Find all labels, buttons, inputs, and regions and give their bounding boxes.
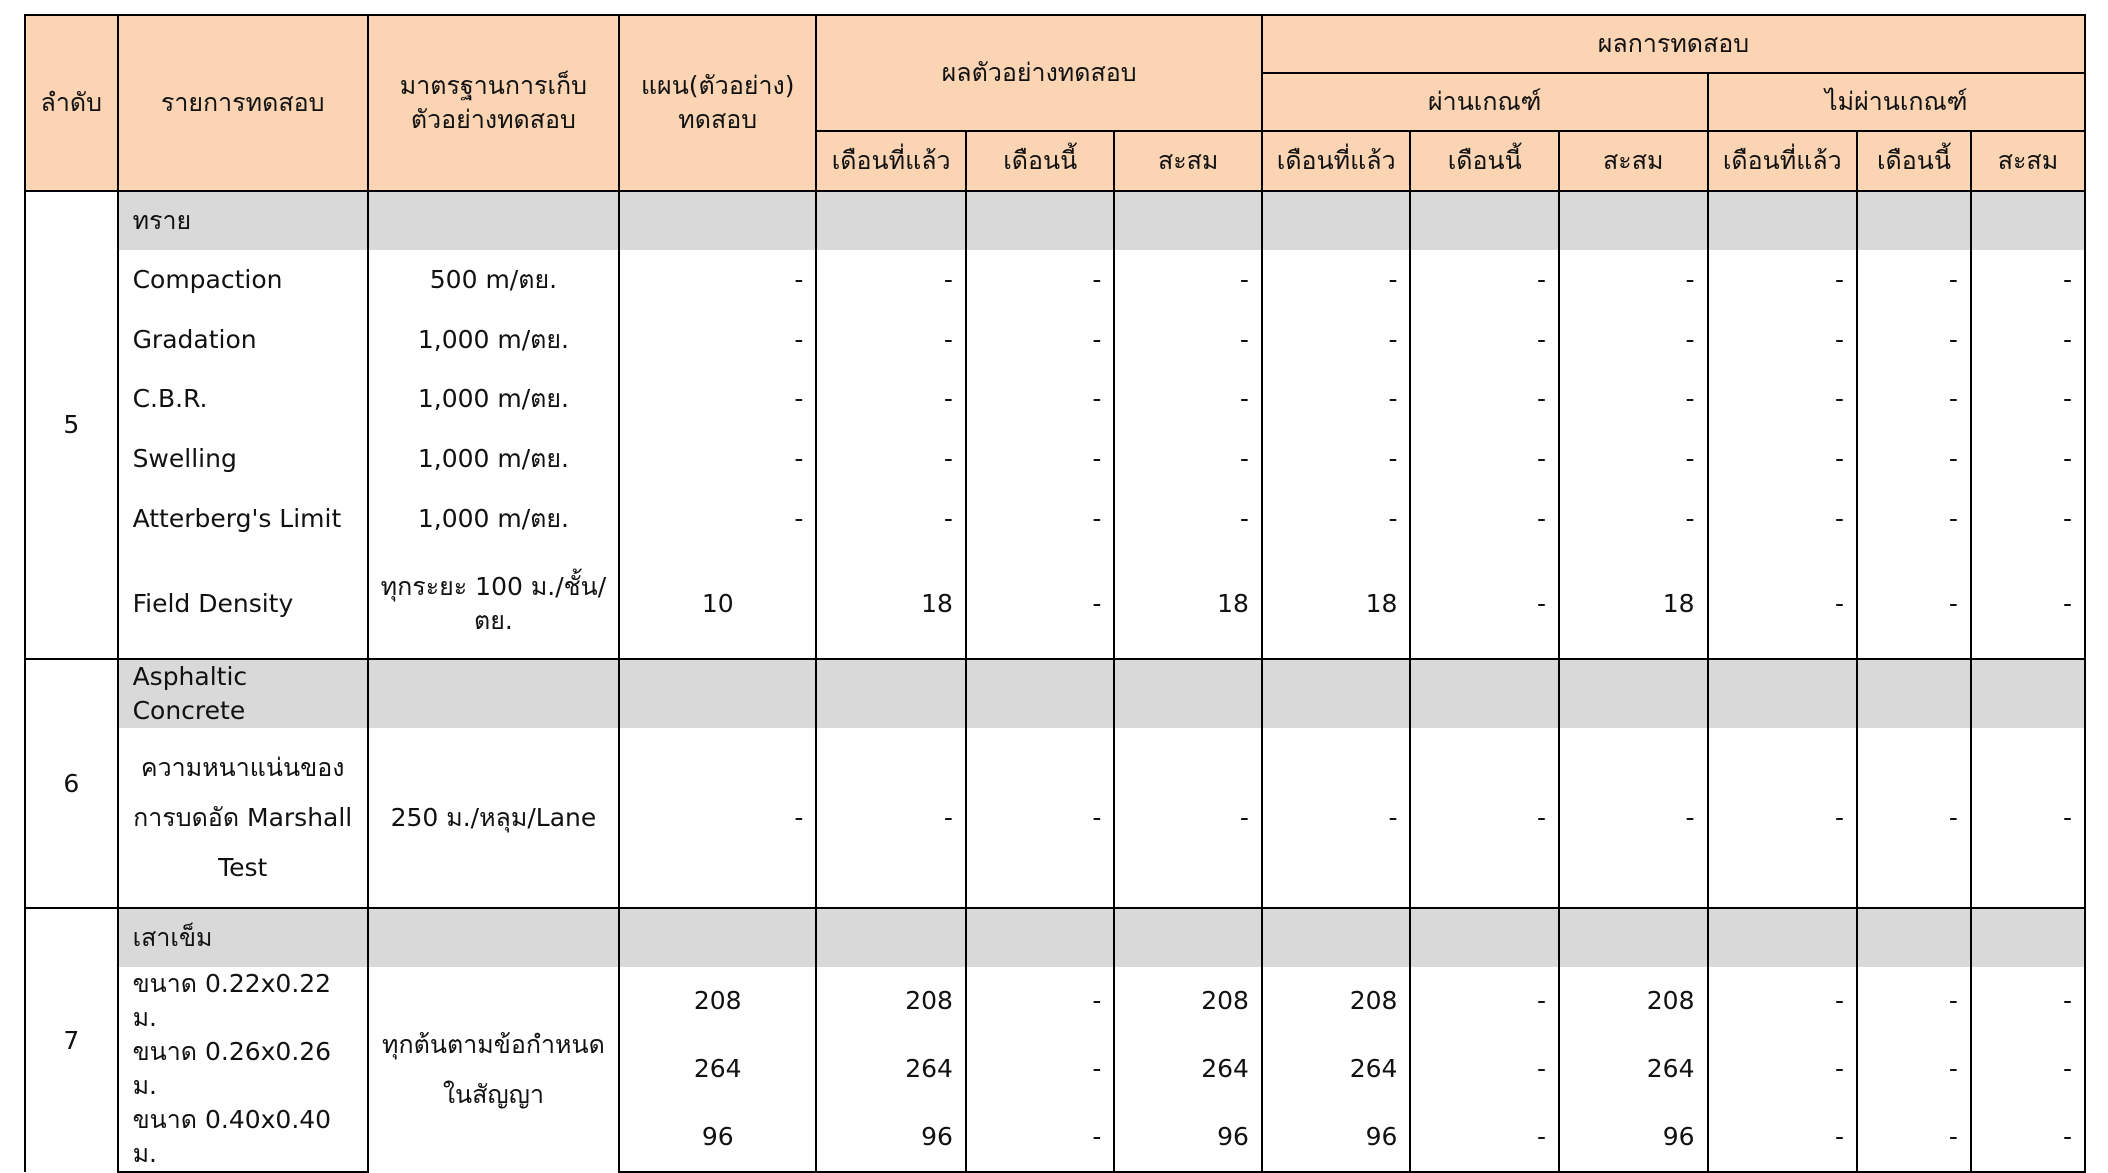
item-name: Swelling <box>118 429 368 489</box>
cell-value: - <box>1708 1035 1858 1103</box>
item-name: ขนาด 0.26x0.26 ม. <box>118 1035 368 1103</box>
cell-value: - <box>816 429 966 489</box>
header-samples-this: เดือนนี้ <box>966 131 1115 191</box>
table-row <box>25 1035 2085 1103</box>
item-standard: 500 m/ตย. <box>368 250 619 310</box>
cell-value: - <box>1708 1103 1858 1172</box>
item-name: ขนาด 0.22x0.22 ม. <box>118 967 368 1035</box>
cell-value: - <box>966 310 1115 369</box>
cell-value: - <box>1410 967 1559 1035</box>
cell-value: - <box>1114 429 1262 489</box>
cell-value: - <box>1708 728 1858 908</box>
cell-value: - <box>1857 728 1971 908</box>
cell-value: - <box>1708 967 1858 1035</box>
cell-value: 96 <box>816 1103 966 1172</box>
category-row <box>25 659 2085 728</box>
plan-value: - <box>619 429 816 489</box>
cell-value: - <box>1410 728 1559 908</box>
cell-value: - <box>966 429 1115 489</box>
cell-value: - <box>1559 250 1708 310</box>
cell-value: - <box>1708 549 1858 659</box>
cell-value: - <box>816 250 966 310</box>
cell-value: - <box>1857 310 1971 369</box>
category-label: เสาเข็ม <box>118 908 368 967</box>
item-name: Compaction <box>118 250 368 310</box>
table-row <box>25 1103 2085 1172</box>
plan-value: - <box>619 310 816 369</box>
item-standard: 1,000 m/ตย. <box>368 489 619 549</box>
table-row <box>25 549 2085 659</box>
cell-value: - <box>1971 429 2085 489</box>
category-label: Asphaltic Concrete <box>118 659 368 728</box>
cell-value: - <box>1857 1103 1971 1172</box>
cell-value: 264 <box>1559 1035 1708 1103</box>
table-row <box>25 728 2085 908</box>
table-row <box>25 310 2085 369</box>
cell-value: - <box>1857 967 1971 1035</box>
category-row <box>25 191 2085 250</box>
item-standard: 1,000 m/ตย. <box>368 369 619 429</box>
cell-value: 208 <box>1559 967 1708 1035</box>
cell-value: - <box>1857 549 1971 659</box>
cell-value: - <box>1410 1103 1559 1172</box>
item-standard: ทุกต้นตามข้อกำหนด ในสัญญา <box>368 967 619 1172</box>
header-item: รายการทดสอบ <box>118 15 368 191</box>
header-fail-prev: เดือนที่แล้ว <box>1708 131 1858 191</box>
cell-value: - <box>1114 250 1262 310</box>
table-row <box>25 489 2085 549</box>
cell-value: - <box>1971 1035 2085 1103</box>
header-results: ผลการทดสอบ <box>1262 15 2085 73</box>
cell-value: - <box>1857 489 1971 549</box>
cell-value: 18 <box>816 549 966 659</box>
cell-value: 18 <box>1114 549 1262 659</box>
cell-value: 96 <box>1114 1103 1262 1172</box>
item-name: C.B.R. <box>118 369 368 429</box>
header-fail-this: เดือนนี้ <box>1857 131 1971 191</box>
cell-value: - <box>1559 728 1708 908</box>
cell-value: - <box>1559 429 1708 489</box>
cell-value: - <box>1410 1035 1559 1103</box>
item-standard: 250 ม./หลุม/Lane <box>368 728 619 908</box>
header-pass: ผ่านเกณฑ์ <box>1262 73 1708 131</box>
header-pass-prev: เดือนที่แล้ว <box>1262 131 1411 191</box>
header-samples-prev: เดือนที่แล้ว <box>816 131 966 191</box>
cell-value: - <box>1262 728 1411 908</box>
header-plan: แผน(ตัวอย่าง) ทดสอบ <box>619 15 816 191</box>
item-standard: 1,000 m/ตย. <box>368 310 619 369</box>
group-number: 6 <box>25 659 118 908</box>
header-pass-cum: สะสม <box>1559 131 1708 191</box>
cell-value: 264 <box>1114 1035 1262 1103</box>
cell-value: - <box>1410 310 1559 369</box>
cell-value: - <box>966 489 1115 549</box>
plan-value: 10 <box>619 549 816 659</box>
cell-value: - <box>1262 310 1411 369</box>
cell-value: - <box>1410 369 1559 429</box>
plan-value: 96 <box>619 1103 816 1172</box>
cell-value: - <box>1857 429 1971 489</box>
cell-value: 208 <box>816 967 966 1035</box>
cell-value: - <box>1971 489 2085 549</box>
cell-value: - <box>966 728 1115 908</box>
item-name: Atterberg's Limit <box>118 489 368 549</box>
cell-value: - <box>1410 549 1559 659</box>
header-samples-cum: สะสม <box>1114 131 1262 191</box>
cell-value: 96 <box>1262 1103 1411 1172</box>
cell-value: - <box>816 489 966 549</box>
table-body <box>25 191 2085 1172</box>
plan-value: - <box>619 489 816 549</box>
header-no: ลำดับ <box>25 15 118 191</box>
cell-value: - <box>816 728 966 908</box>
cell-value: - <box>966 967 1115 1035</box>
cell-value: - <box>1708 250 1858 310</box>
item-name: ขนาด 0.40x0.40 ม. <box>118 1103 368 1172</box>
plan-value: 208 <box>619 967 816 1035</box>
table-row <box>25 250 2085 310</box>
group-number: 7 <box>25 908 118 1172</box>
cell-value: - <box>816 310 966 369</box>
group-number: 5 <box>25 191 118 659</box>
cell-value: 208 <box>1262 967 1411 1035</box>
cell-value: - <box>1971 728 2085 908</box>
header-standard: มาตรฐานการเก็บ ตัวอย่างทดสอบ <box>368 15 619 191</box>
cell-value: - <box>1262 489 1411 549</box>
cell-value: - <box>1857 250 1971 310</box>
cell-value: - <box>966 1103 1115 1172</box>
cell-value: 96 <box>1559 1103 1708 1172</box>
cell-value: - <box>966 369 1115 429</box>
table-row <box>25 429 2085 489</box>
header-fail: ไม่ผ่านเกณฑ์ <box>1708 73 2086 131</box>
cell-value: - <box>1262 250 1411 310</box>
cell-value: - <box>1410 429 1559 489</box>
cell-value: - <box>1857 1035 1971 1103</box>
cell-value: - <box>1114 728 1262 908</box>
cell-value: - <box>1262 429 1411 489</box>
cell-value: - <box>966 250 1115 310</box>
cell-value: - <box>1410 489 1559 549</box>
cell-value: - <box>1559 310 1708 369</box>
cell-value: - <box>1410 250 1559 310</box>
cell-value: - <box>1114 310 1262 369</box>
cell-value: - <box>966 1035 1115 1103</box>
cell-value: - <box>1971 310 2085 369</box>
plan-value: 264 <box>619 1035 816 1103</box>
plan-value: - <box>619 250 816 310</box>
item-name: ความหนาแน่นของ การบดอัด Marshall Test <box>118 728 368 908</box>
cell-value: - <box>1559 369 1708 429</box>
table-header <box>25 15 2085 191</box>
cell-value: - <box>1262 369 1411 429</box>
cell-value: - <box>1114 489 1262 549</box>
cell-value: - <box>1708 489 1858 549</box>
cell-value: - <box>1971 369 2085 429</box>
cell-value: - <box>1971 549 2085 659</box>
cell-value: 264 <box>816 1035 966 1103</box>
cell-value: 208 <box>1114 967 1262 1035</box>
cell-value: 18 <box>1559 549 1708 659</box>
cell-value: - <box>1971 250 2085 310</box>
header-samples: ผลตัวอย่างทดสอบ <box>816 15 1262 131</box>
category-label: ทราย <box>118 191 368 250</box>
cell-value: - <box>1708 310 1858 369</box>
cell-value: - <box>1708 429 1858 489</box>
category-row <box>25 908 2085 967</box>
cell-value: - <box>816 369 966 429</box>
table-row <box>25 967 2085 1035</box>
table-row <box>25 369 2085 429</box>
header-pass-this: เดือนนี้ <box>1410 131 1559 191</box>
plan-value: - <box>619 369 816 429</box>
item-standard: 1,000 m/ตย. <box>368 429 619 489</box>
cell-value: 18 <box>1262 549 1411 659</box>
cell-value: 264 <box>1262 1035 1411 1103</box>
cell-value: - <box>1971 967 2085 1035</box>
cell-value: - <box>1971 1103 2085 1172</box>
cell-value: - <box>1559 489 1708 549</box>
item-name: Field Density <box>118 549 368 659</box>
item-standard: ทุกระยะ 100 ม./ชั้น/ ตย. <box>368 549 619 659</box>
plan-value: - <box>619 728 816 908</box>
header-fail-cum: สะสม <box>1971 131 2085 191</box>
item-name: Gradation <box>118 310 368 369</box>
cell-value: - <box>1114 369 1262 429</box>
cell-value: - <box>966 549 1115 659</box>
cell-value: - <box>1857 369 1971 429</box>
inspection-results-table <box>24 14 2086 1173</box>
inspection-results-table-container <box>24 14 2086 1168</box>
cell-value: - <box>1708 369 1858 429</box>
